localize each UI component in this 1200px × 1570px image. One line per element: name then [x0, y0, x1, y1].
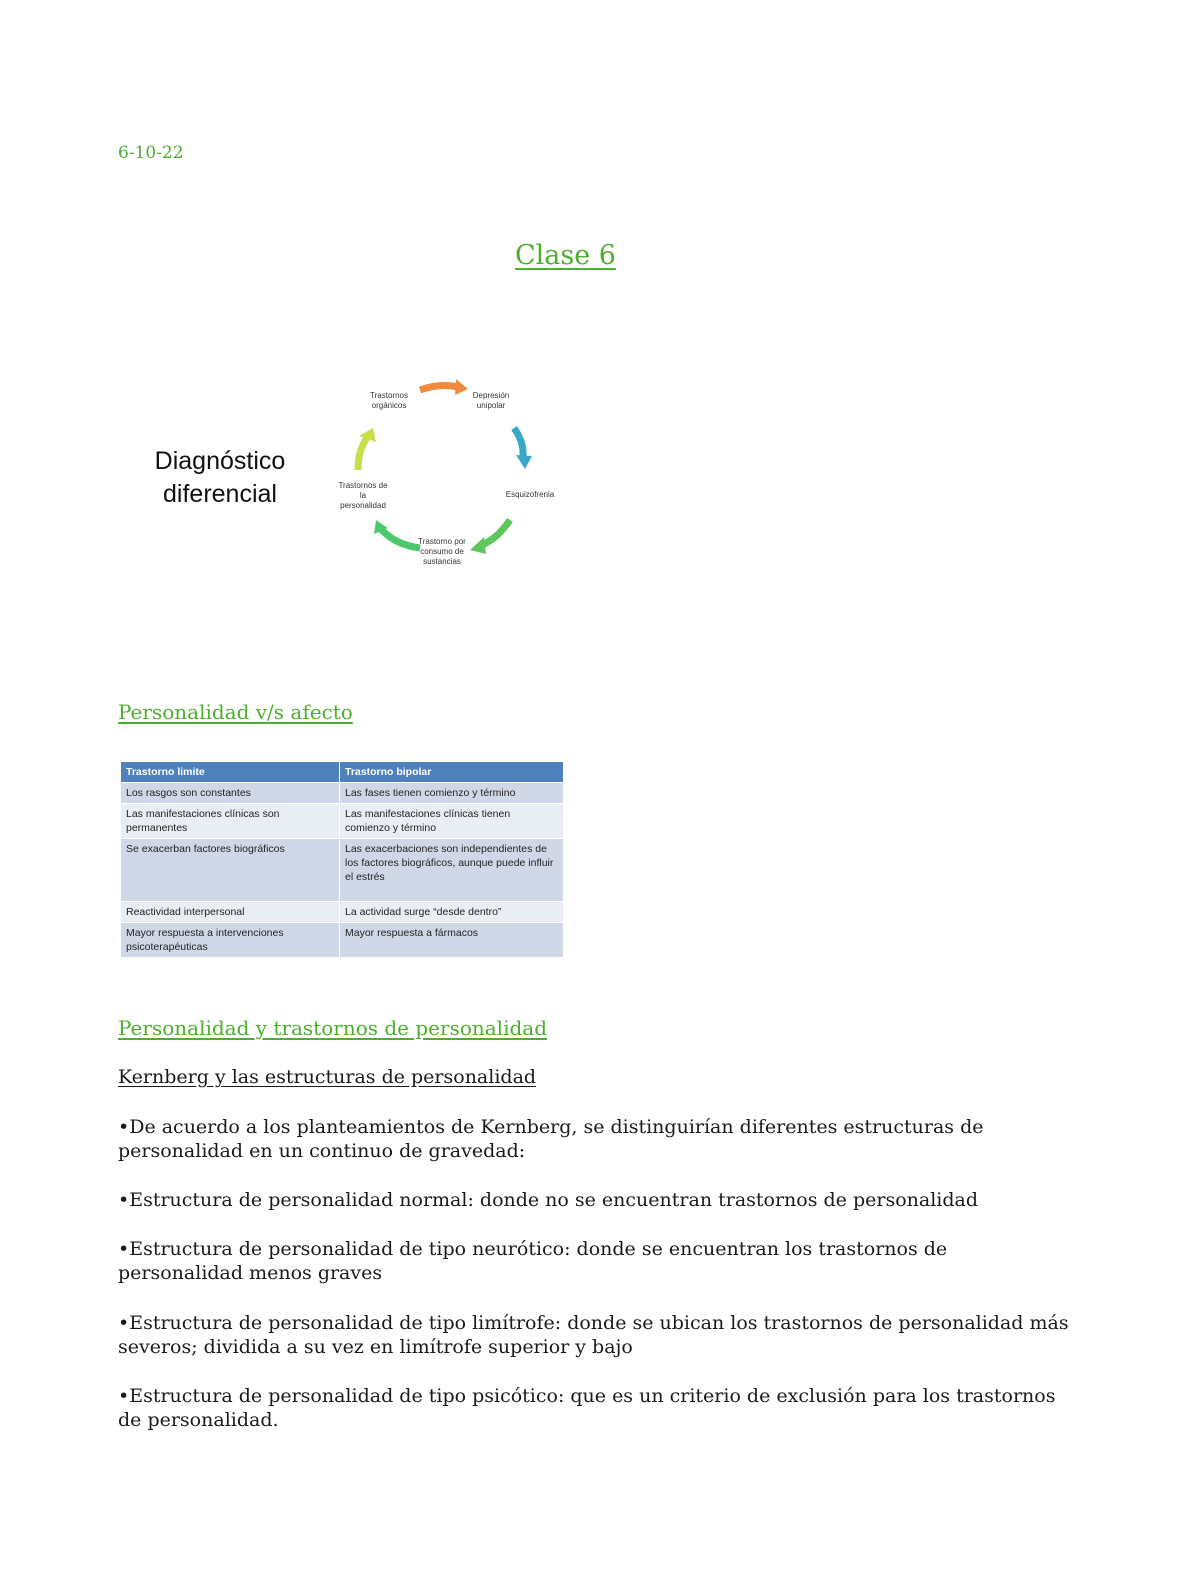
table-header-cell: Trastorno bipolar: [340, 762, 564, 783]
node-line: Depresión: [472, 391, 510, 400]
table-row: [121, 783, 563, 804]
cycle-arrow-1: [420, 386, 458, 390]
table-row: [121, 902, 563, 923]
cycle-arrow-5: [358, 438, 367, 470]
table-cell: Mayor respuesta a intervenciones psicoterapéuticas: [121, 923, 340, 958]
table-cell: Las manifestaciones clínicas tienen comienzo y término: [340, 804, 564, 839]
table-cell: Las manifestaciones clínicas son permanentes: [121, 804, 340, 839]
node-line: Esquizofrenia: [505, 490, 555, 499]
section-heading-personality-vs-affect: Personalidad v/s afecto: [118, 700, 353, 724]
table-cell: La actividad surge “desde dentro”: [340, 902, 564, 923]
differential-diagnosis-diagram: [130, 370, 590, 580]
node-line: sustancias: [423, 557, 461, 566]
diagram-heading-line2: diferencial: [163, 480, 277, 508]
table-header-row: [121, 762, 563, 783]
diagram-heading-line1: Diagnóstico: [154, 447, 286, 475]
date: 6-10-22: [118, 143, 184, 163]
node-depression: [456, 391, 526, 411]
node-line: Trastorno por: [418, 537, 466, 546]
table-header-cell: Trastorno limite: [121, 762, 340, 783]
cycle-arrow-2-head: [516, 455, 532, 469]
node-line: Trastornos de: [338, 481, 388, 490]
table-cell: Reactividad interpersonal: [121, 902, 340, 923]
cycle-arrow-3: [482, 520, 510, 545]
node-line: orgánicos: [371, 401, 407, 410]
node-organic: [352, 391, 426, 411]
node-personality: [326, 481, 400, 511]
node-line: Trastornos: [370, 391, 408, 400]
table-row: [121, 804, 563, 839]
table-cell: Las fases tienen comienzo y término: [340, 783, 564, 804]
node-line: consumo de: [420, 547, 464, 556]
node-line: personalidad: [340, 501, 386, 510]
paragraph: •Estructura de personalidad de tipo psicótico: que es un criterio de exclusión para los trastornos de personalidad.: [118, 1385, 1056, 1431]
table-row: [121, 839, 563, 902]
comparison-table: [121, 762, 563, 957]
paragraph: •De acuerdo a los planteamientos de Kernberg, se distinguirían diferentes estructuras de personalidad en un continuo de gravedad:: [118, 1116, 984, 1162]
node-schizophrenia: [490, 490, 570, 500]
table-cell: Las exacerbaciones son independientes de los factores biográficos, aunque puede influir el estrés: [340, 839, 564, 902]
cycle-arrow-2: [514, 428, 523, 456]
table-row: [121, 923, 563, 958]
table-cell: Se exacerban factores biográficos: [121, 839, 340, 902]
subheading-kernberg: Kernberg y las estructuras de personalidad: [118, 1066, 537, 1088]
section-heading-personality-disorders: Personalidad y trastornos de personalidad: [118, 1016, 547, 1040]
page-title: Clase 6: [515, 240, 616, 271]
diagram-heading: [130, 445, 310, 511]
paragraph: •Estructura de personalidad de tipo limítrofe: donde se ubican los trastornos de personalidad más severos; dividida a su vez en limítrofe superior y bajo: [118, 1312, 1069, 1358]
node-substance: [406, 537, 478, 567]
paragraph: •Estructura de personalidad de tipo neurótico: donde se encuentran los trastornos de personalidad menos graves: [118, 1238, 948, 1284]
paragraph: •Estructura de personalidad normal: donde no se encuentran trastornos de personalidad: [118, 1189, 979, 1211]
node-line: la: [359, 491, 367, 500]
table-cell: Mayor respuesta a fármacos: [340, 923, 564, 958]
node-line: unipolar: [476, 401, 506, 410]
table-cell: Los rasgos son constantes: [121, 783, 340, 804]
